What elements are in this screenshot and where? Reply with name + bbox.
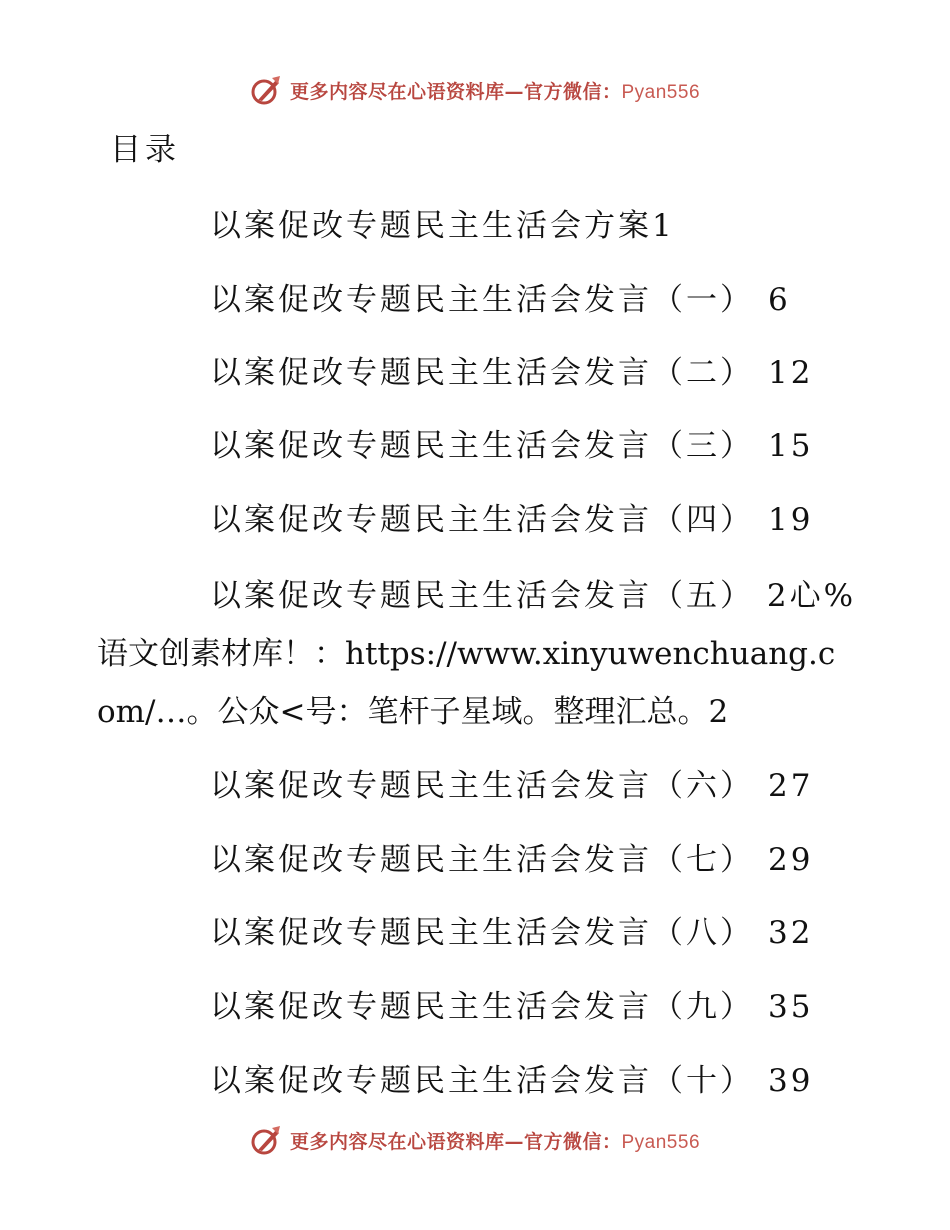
toc-entry-title: 以案促改专题民主生活会发言（九） bbox=[210, 989, 754, 1025]
toc-entry-title: 以案促改专题民主生活会发言（八） bbox=[210, 915, 754, 951]
toc-entry[interactable] bbox=[210, 760, 813, 805]
toc-entry-title: 以案促改专题民主生活会发言（七） bbox=[210, 842, 754, 878]
toc-wrapped-line-2: 语文创素材库！：https://www.xinyuwenchuang.c bbox=[97, 636, 836, 672]
wechat-id: Pyan556 bbox=[621, 81, 701, 103]
toc-entry-page: 29 bbox=[768, 842, 814, 878]
toc-entry-title: 以案促改专题民主生活会发言（三） bbox=[210, 428, 754, 464]
toc-entry[interactable] bbox=[210, 347, 813, 392]
toc-entry-title: 以案促改专题民主生活会发言（十） bbox=[210, 1063, 754, 1099]
toc-entry-wrapped[interactable] bbox=[97, 567, 857, 741]
toc-entry-page: 32 bbox=[768, 915, 814, 951]
toc-entry-page: 27 bbox=[768, 768, 814, 804]
wechat-id: Pyan556 bbox=[621, 1131, 701, 1153]
toc-entry-page: 39 bbox=[768, 1063, 814, 1099]
toc-entry[interactable] bbox=[210, 834, 813, 879]
toc-entry-page: 35 bbox=[768, 989, 814, 1025]
toc-entry[interactable] bbox=[210, 981, 813, 1026]
toc-entry-page: 19 bbox=[768, 502, 814, 538]
toc-entry[interactable] bbox=[210, 494, 813, 539]
toc-heading: 目录 bbox=[110, 132, 180, 168]
toc-entry-title: 以案促改专题民主生活会发言（二） bbox=[210, 355, 754, 391]
toc-entry-title: 以案促改专题民主生活会发言（六） bbox=[210, 768, 754, 804]
toc-entry[interactable] bbox=[210, 907, 813, 952]
toc-entry-title: 以案促改专题民主生活会方案 bbox=[210, 208, 652, 244]
watermark-text: 更多内容尽在心语资料库—官方微信：Pyan556 bbox=[289, 80, 701, 103]
footer-watermark bbox=[0, 1120, 950, 1160]
quill-pen-logo-icon bbox=[250, 1124, 282, 1156]
toc-entry[interactable] bbox=[210, 420, 813, 465]
header-watermark bbox=[0, 70, 950, 110]
toc-wrapped-line-1: 以案促改专题民主生活会发言（五） 2心% bbox=[210, 578, 857, 614]
toc-entry-page: 6 bbox=[768, 282, 791, 318]
toc-wrapped-line-3: om/…。公众<号：笔杆子星域。整理汇总。2 bbox=[97, 694, 729, 730]
watermark-text: 更多内容尽在心语资料库—官方微信：Pyan556 bbox=[289, 1130, 701, 1153]
toc-entry-page: 1 bbox=[652, 208, 675, 244]
toc-entry[interactable] bbox=[210, 274, 791, 319]
toc-entry-title: 以案促改专题民主生活会发言（一） bbox=[210, 282, 754, 318]
toc-entry-page: 15 bbox=[768, 428, 814, 464]
toc-entry[interactable] bbox=[210, 1055, 813, 1100]
toc-entry[interactable] bbox=[210, 200, 675, 245]
toc-entry-page: 12 bbox=[768, 355, 814, 391]
toc-entry-title: 以案促改专题民主生活会发言（四） bbox=[210, 502, 754, 538]
quill-pen-logo-icon bbox=[250, 74, 282, 106]
